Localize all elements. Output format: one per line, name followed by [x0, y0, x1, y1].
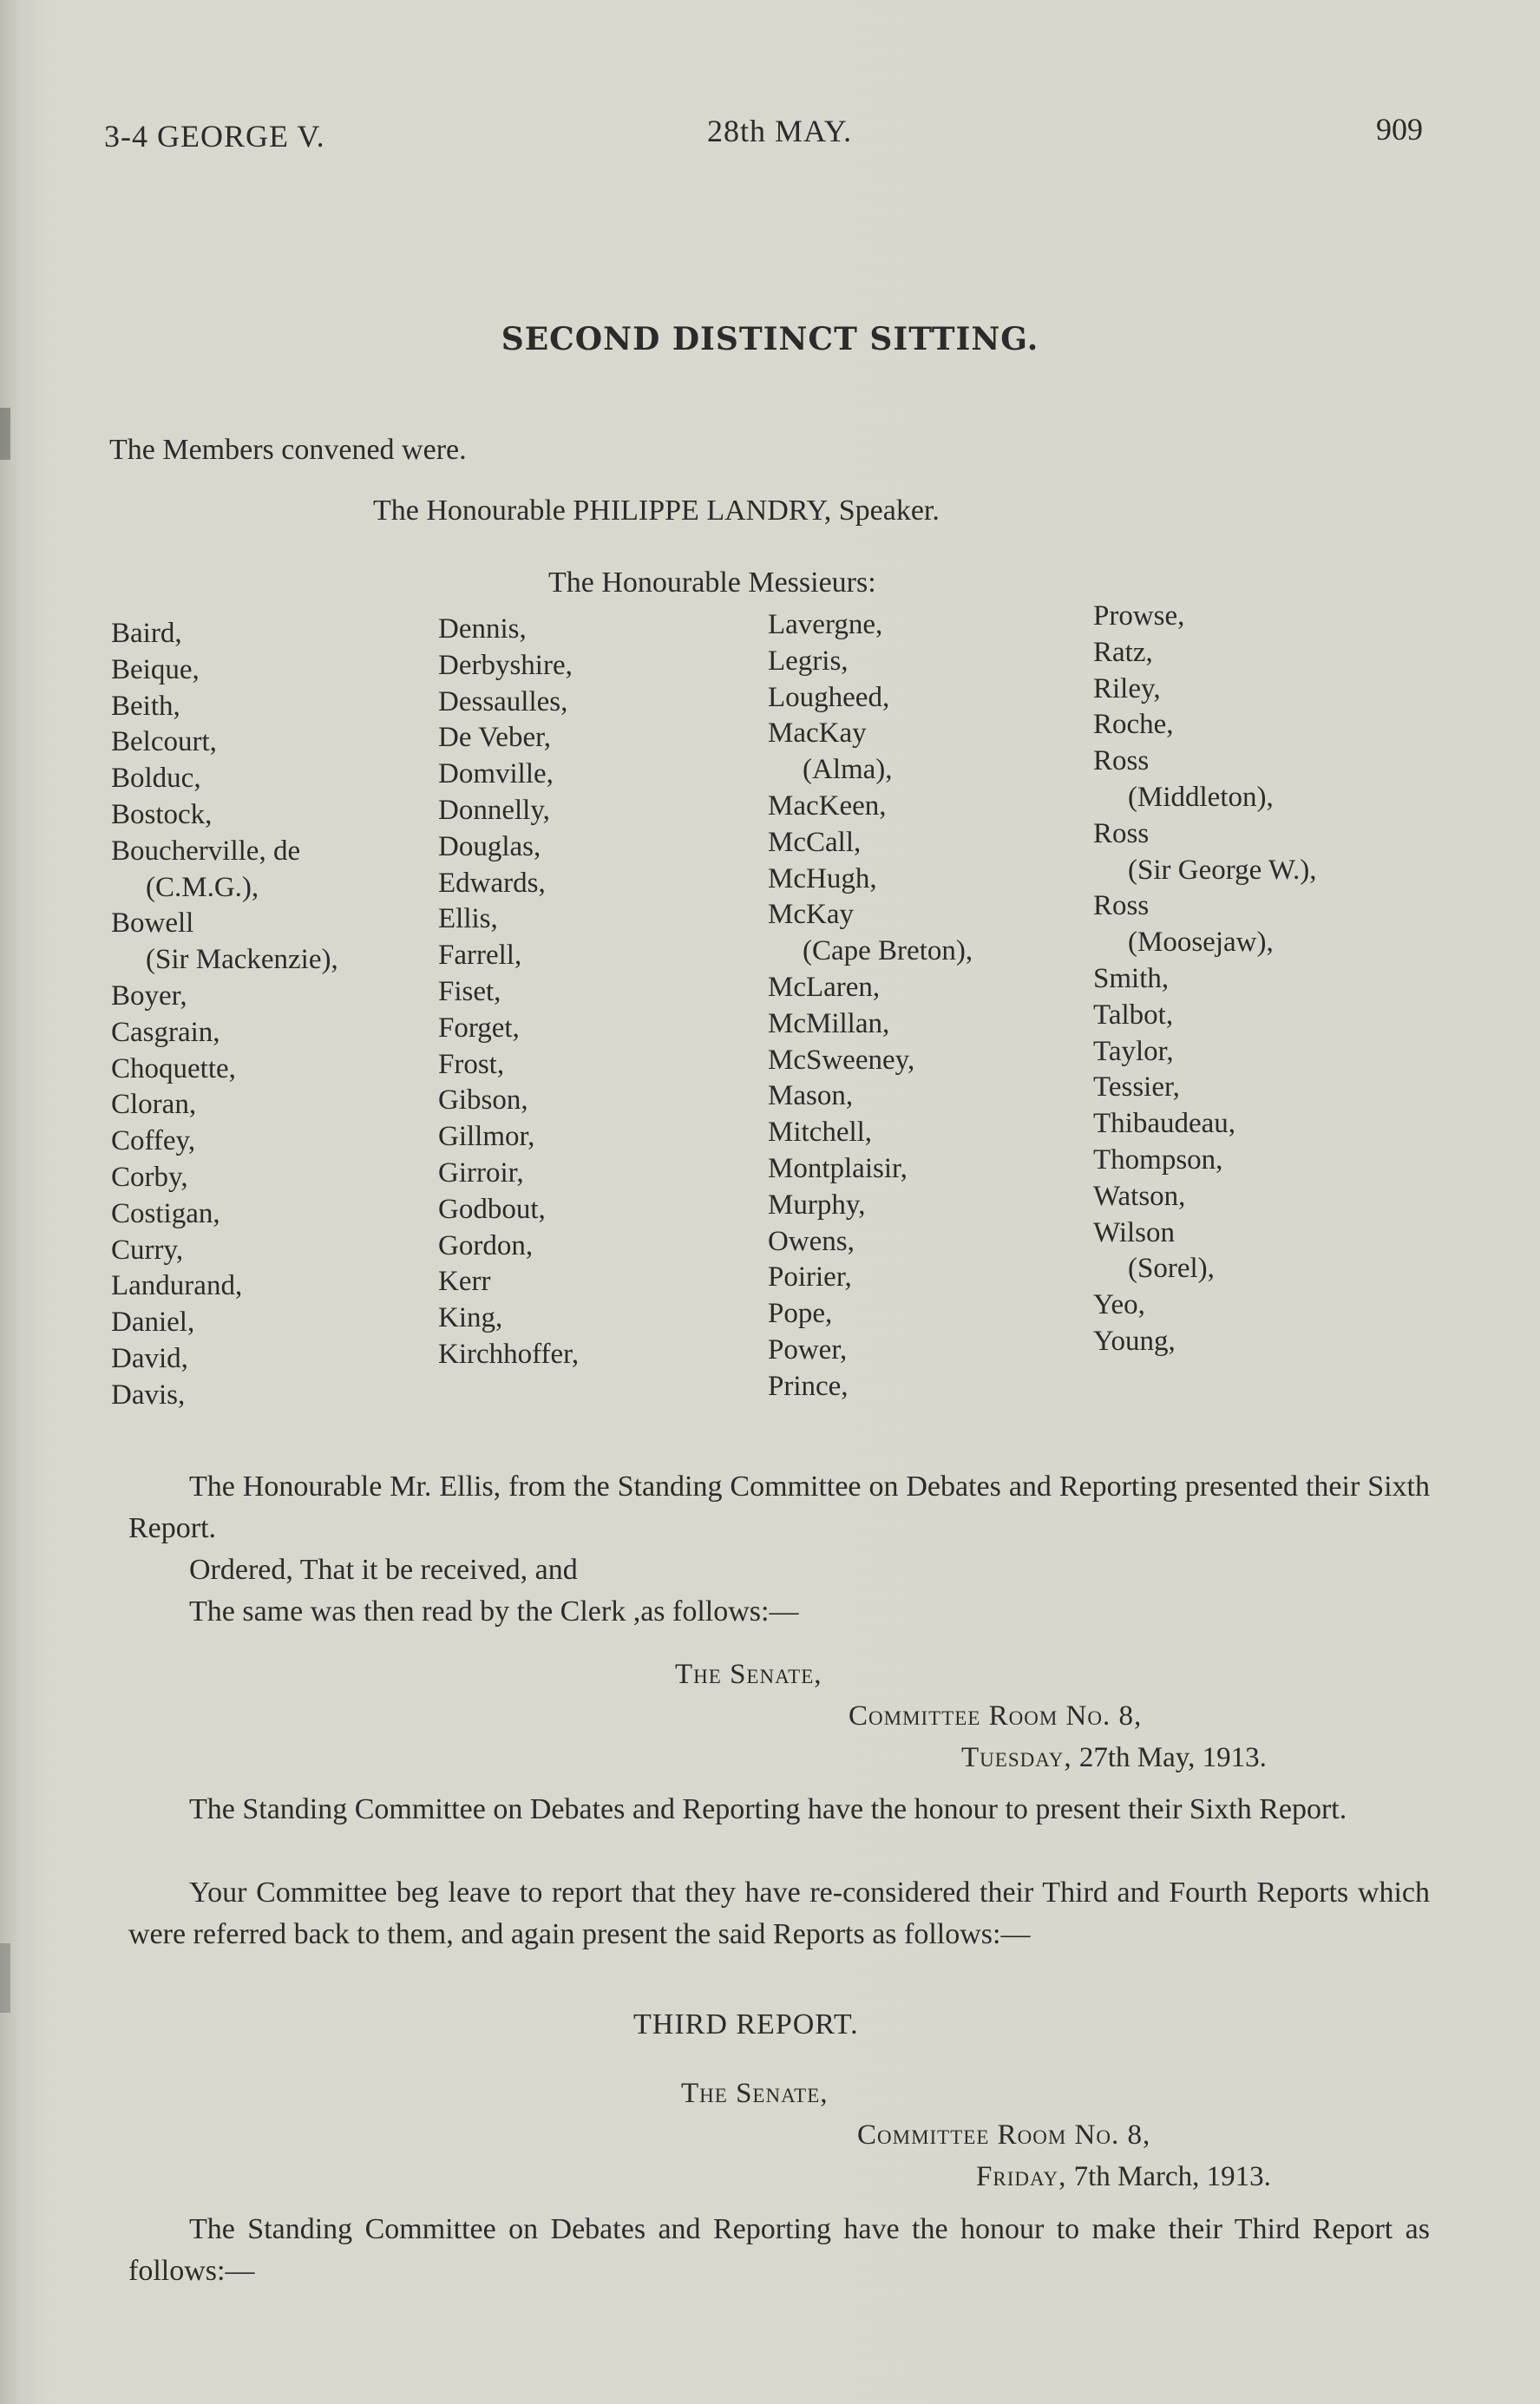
- member-name: Curry,: [111, 1234, 184, 1266]
- report-presented-paragraph: The Honourable Mr. Ellis, from the Standing Committee on Debates and Reporting presented their Sixth Report.: [128, 1471, 1430, 1544]
- committee-room-line: Committee Room No. 8,: [857, 2119, 1151, 2151]
- member-name: Prince,: [768, 1370, 849, 1402]
- member-column-2: [438, 612, 579, 1373]
- member-name: McKay: [768, 899, 854, 931]
- member-name: Legris,: [768, 645, 849, 677]
- member-name: Gordon,: [438, 1229, 534, 1261]
- member-name: Ross: [1093, 745, 1150, 777]
- member-name: Poirier,: [768, 1261, 852, 1294]
- member-name: (Middleton),: [1128, 781, 1274, 813]
- member-name: (Sir George W.),: [1128, 854, 1317, 886]
- member-name: Murphy,: [768, 1189, 866, 1221]
- member-name: Belcourt,: [111, 726, 217, 758]
- member-name: Mason,: [768, 1080, 854, 1112]
- members-convened: The Members convened were.: [109, 434, 467, 466]
- senate-heading: The Senate,: [681, 2078, 829, 2109]
- member-name: Daniel,: [111, 1307, 195, 1339]
- member-name: Prowse,: [1093, 600, 1185, 632]
- member-column-3: [768, 607, 973, 1405]
- member-name: McCall,: [768, 826, 862, 858]
- binding-mark: [0, 1943, 10, 2013]
- member-name: McSweeney,: [768, 1044, 915, 1076]
- header-session: 3-4 GEORGE V.: [104, 119, 325, 154]
- member-name: Forget,: [438, 1012, 520, 1044]
- member-name: David,: [111, 1342, 188, 1374]
- member-name: Smith,: [1093, 962, 1170, 994]
- member-name: (Sorel),: [1128, 1253, 1215, 1285]
- member-name: Gillmor,: [438, 1121, 535, 1153]
- page-number: 909: [1376, 112, 1423, 147]
- member-name: (Sir Mackenzie),: [146, 944, 338, 976]
- member-name: Lavergne,: [768, 609, 883, 640]
- member-name: Landurand,: [111, 1270, 243, 1302]
- member-name: Mitchell,: [768, 1117, 873, 1149]
- member-name: Baird,: [111, 618, 182, 649]
- member-name: Beith,: [111, 690, 180, 722]
- member-name: Tessier,: [1093, 1071, 1180, 1104]
- member-name: Casgrain,: [111, 1016, 220, 1048]
- sixth-report-paragraph: The Standing Committee on Debates and Reporting have the honour to present their Sixth Report.: [189, 1793, 1347, 1825]
- member-name: Girroir,: [438, 1156, 524, 1189]
- member-name: Kerr: [438, 1266, 491, 1298]
- third-report-heading: THIRD REPORT.: [633, 2008, 859, 2040]
- member-name: Pope,: [768, 1298, 833, 1330]
- member-name: (C.M.G.),: [146, 871, 259, 903]
- member-name: McHugh,: [768, 862, 877, 894]
- ordered-line: Ordered, That it be received, and: [189, 1554, 578, 1586]
- member-name: McLaren,: [768, 971, 881, 1003]
- member-name: Montplaisir,: [768, 1152, 908, 1184]
- member-name: Bowell: [111, 907, 194, 940]
- read-by-clerk-line: The same was then read by the Clerk ,as follows:—: [189, 1595, 799, 1628]
- member-name: Young,: [1093, 1325, 1176, 1357]
- member-name: Donnelly,: [438, 794, 550, 826]
- member-name: Watson,: [1093, 1180, 1186, 1212]
- member-name: MacKay: [768, 717, 867, 750]
- date-weekday: Tuesday,: [961, 1742, 1072, 1773]
- member-column-1: [111, 616, 338, 1414]
- member-name: Coffey,: [111, 1125, 196, 1157]
- member-name: MacKeen,: [768, 789, 887, 822]
- messieurs-line: The Honourable Messieurs:: [548, 567, 876, 599]
- member-name: Fiset,: [438, 975, 501, 1007]
- member-name: Gibson,: [438, 1084, 528, 1117]
- member-name: Dennis,: [438, 613, 527, 645]
- senate-heading: The Senate,: [675, 1659, 822, 1690]
- member-name: Ellis,: [438, 903, 498, 935]
- member-name: Dessaulles,: [438, 685, 568, 717]
- date-line: [961, 1742, 1267, 1774]
- member-name: (Alma),: [803, 754, 893, 786]
- member-column-4: [1093, 599, 1317, 1360]
- member-name: Corby,: [111, 1161, 188, 1193]
- member-name: Frost,: [438, 1048, 505, 1080]
- member-name: Ratz,: [1093, 636, 1153, 668]
- member-name: (Moosejaw),: [1128, 927, 1274, 959]
- member-name: Godbout,: [438, 1193, 546, 1225]
- member-name: Beique,: [111, 653, 200, 685]
- member-name: De Veber,: [438, 722, 552, 754]
- speaker-line: The Honourable PHILIPPE LANDRY, Speaker.: [373, 495, 940, 527]
- member-name: Power,: [768, 1333, 848, 1366]
- member-name: Talbot,: [1093, 999, 1174, 1031]
- member-name: Bolduc,: [111, 763, 201, 795]
- member-name: Owens,: [768, 1225, 855, 1257]
- committee-room-line: Committee Room No. 8,: [849, 1700, 1143, 1732]
- date-weekday: Friday,: [976, 2161, 1067, 2192]
- member-name: Domville,: [438, 758, 554, 790]
- member-name: King,: [438, 1302, 503, 1334]
- member-name: Ross: [1093, 890, 1150, 922]
- date-value: 7th March, 1913.: [1073, 2161, 1271, 2192]
- member-name: Lougheed,: [768, 681, 890, 713]
- member-name: Riley,: [1093, 672, 1161, 704]
- member-name: Costigan,: [111, 1197, 220, 1229]
- member-name: Farrell,: [438, 940, 522, 972]
- binding-mark: [0, 408, 10, 460]
- date-line: [976, 2161, 1271, 2193]
- header-date: 28th MAY.: [707, 114, 853, 148]
- member-name: Derbyshire,: [438, 649, 573, 681]
- date-value: 27th May, 1913.: [1078, 1742, 1267, 1773]
- member-name: Douglas,: [438, 830, 541, 862]
- member-name: Taylor,: [1093, 1035, 1174, 1067]
- member-name: Cloran,: [111, 1089, 197, 1121]
- reconsidered-paragraph: Your Committee beg leave to report that they have re-considered their Third and Fourth Reports which were referred back to them, and again present the said Reports as follows:—: [128, 1877, 1430, 1950]
- member-name: Ross: [1093, 817, 1150, 849]
- member-name: Thibaudeau,: [1093, 1108, 1236, 1140]
- member-name: Choquette,: [111, 1052, 236, 1084]
- page-title: SECOND DISTINCT SITTING.: [501, 321, 1039, 357]
- third-report-paragraph: The Standing Committee on Debates and Reporting have the honour to make their Third Report as follows:—: [128, 2213, 1430, 2287]
- member-name: Roche,: [1093, 709, 1174, 741]
- member-name: Thompson,: [1093, 1143, 1223, 1176]
- member-name: Wilson: [1093, 1216, 1176, 1248]
- member-name: (Cape Breton),: [803, 935, 973, 967]
- member-name: Davis,: [111, 1379, 186, 1411]
- member-name: Yeo,: [1093, 1289, 1145, 1321]
- member-name: Kirchhoffer,: [438, 1338, 580, 1370]
- member-name: McMillan,: [768, 1007, 890, 1039]
- member-name: Edwards,: [438, 867, 546, 899]
- member-name: Boucherville, de: [111, 835, 301, 867]
- member-name: Boyer,: [111, 979, 187, 1012]
- page-header: [104, 111, 1423, 163]
- member-name: Bostock,: [111, 798, 213, 830]
